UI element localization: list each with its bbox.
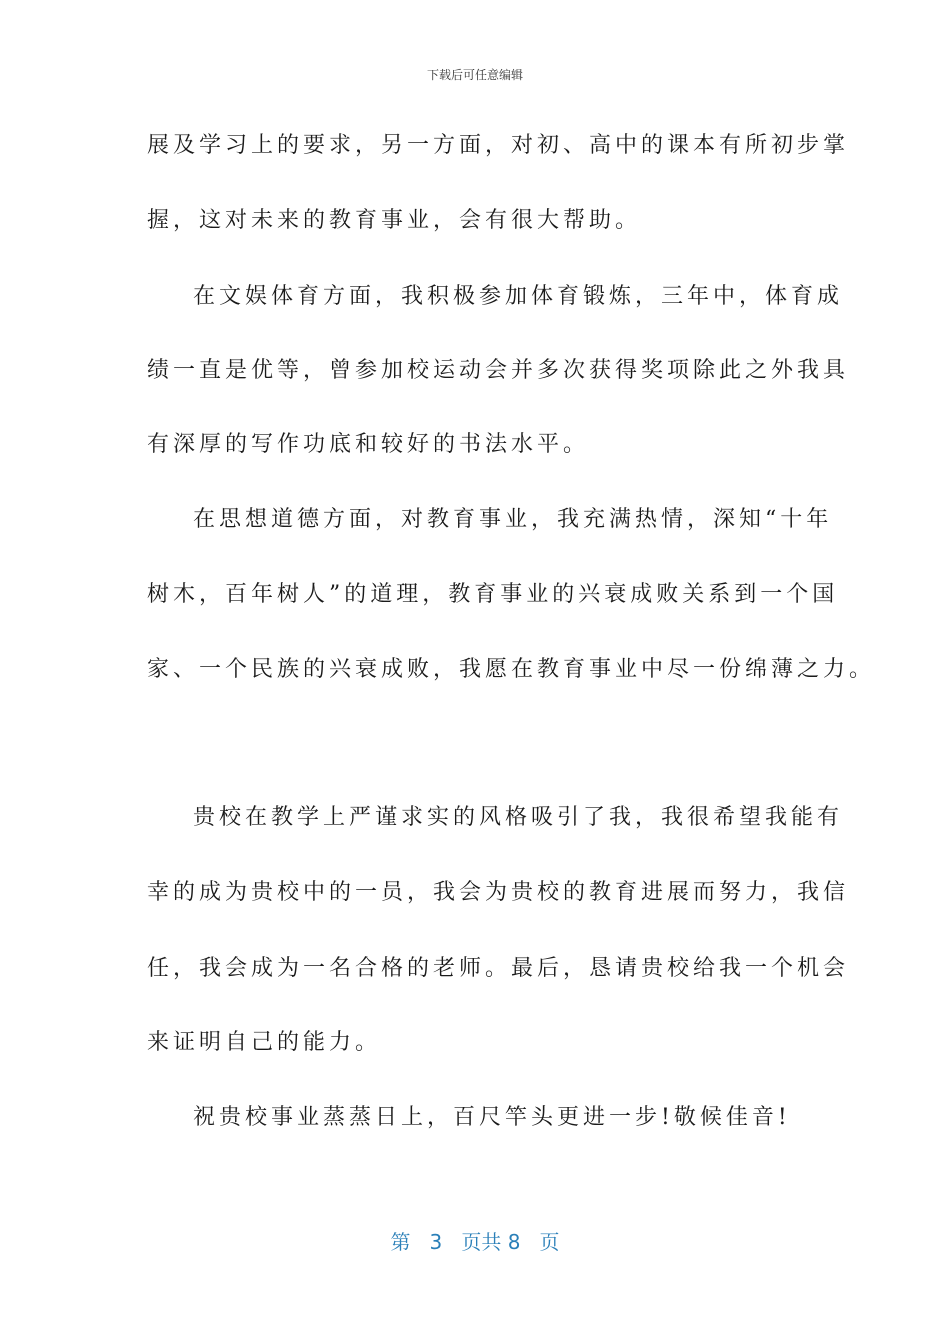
body-line-12: 来证明自己的能力。	[147, 1030, 382, 1055]
body-line-13: 祝贵校事业蒸蒸日上，百尺竿头更进一步!敬候佳音!	[193, 1105, 791, 1130]
footer-suffix: 页	[539, 1230, 560, 1254]
body-line-11: 任，我会成为一名合格的老师。最后，恳请贵校给我一个机会	[147, 956, 850, 981]
page-footer	[0, 1226, 950, 1255]
footer-current-page: 3	[429, 1230, 443, 1254]
body-line-2: 握，这对未来的教育事业，会有很大帮助。	[147, 208, 642, 233]
body-line-7: 树木，百年树人”的道理，教育事业的兴衰成败关系到一个国	[147, 582, 839, 607]
body-line-6: 在思想道德方面，对教育事业，我充满热情，深知“十年	[193, 507, 833, 532]
body-line-3: 在文娱体育方面，我积极参加体育锻炼，三年中，体育成	[193, 284, 844, 309]
body-line-9: 贵校在教学上严谨求实的风格吸引了我，我很希望我能有	[193, 805, 844, 830]
page-header: 下载后可任意编辑	[426, 68, 523, 82]
body-line-8: 家、一个民族的兴衰成败，我愿在教育事业中尽一份绵薄之力。	[147, 657, 876, 682]
body-line-1: 展及学习上的要求，另一方面，对初、高中的课本有所初步掌	[147, 133, 850, 158]
body-line-10: 幸的成为贵校中的一员，我会为贵校的教育进展而努力，我信	[147, 880, 850, 905]
footer-total-pages: 8	[507, 1230, 521, 1254]
footer-middle: 页共	[461, 1230, 502, 1254]
body-line-4: 绩一直是优等，曾参加校运动会并多次获得奖项除此之外我具	[147, 358, 850, 383]
footer-prefix: 第	[390, 1230, 411, 1254]
body-line-5: 有深厚的写作功底和较好的书法水平。	[147, 432, 590, 457]
